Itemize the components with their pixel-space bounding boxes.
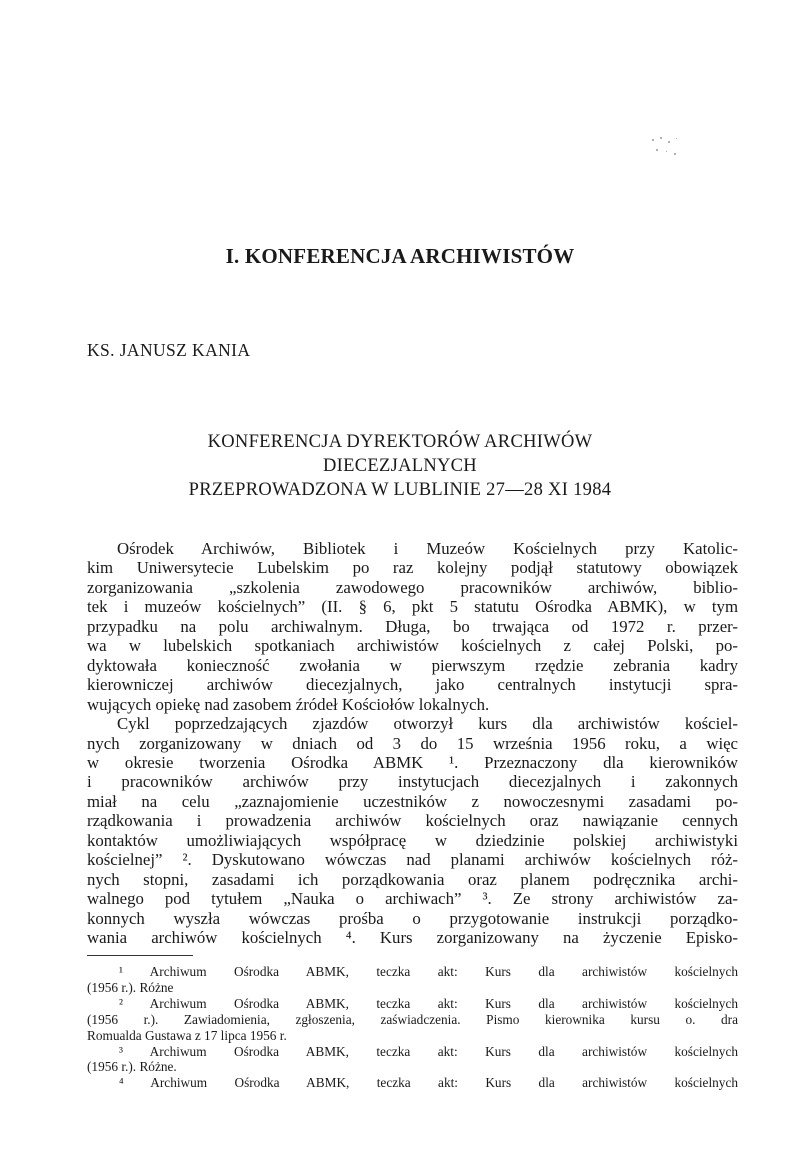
body-line: przypadku na polu archiwalnym. Długa, bo trwająca od 1972 r. przer- bbox=[87, 616, 738, 636]
body-line: nych stopni, zasadami ich porządkowania oraz planem podręcznika archi- bbox=[87, 869, 738, 889]
article-title-line: PRZEPROWADZONA W LUBLINIE 27—28 XI 1984 bbox=[188, 480, 612, 500]
footnote-line: Romualda Gustawa z 17 lipca 1956 r. bbox=[87, 1027, 287, 1043]
body-line: kościelnej” ². Dyskutowano wówczas nad planami archiwów kościelnych róż- bbox=[87, 850, 738, 870]
body-line: Ośrodek Archiwów, Bibliotek i Muzeów Kościelnych przy Katolic- bbox=[117, 539, 738, 558]
body-line: konnych wyszła wówczas prośba o przygotowanie instrukcji porządko- bbox=[87, 908, 738, 928]
body-line: zorganizowania „szkolenia zawodowego pracowników archiwów, biblio- bbox=[87, 577, 738, 597]
author-name: KS. JANUSZ KANIA bbox=[87, 340, 251, 360]
body-line: rządkowania i prowadzenia archiwów kościelnych oraz nawiązanie cennych bbox=[87, 811, 738, 831]
body-line: wa w lubelskich spotkaniach archiwistów kościelnych z całej Polski, po- bbox=[87, 636, 738, 656]
footnote-line: ³ Archiwum Ośrodka ABMK, teczka akt: Kurs dla archiwistów kościelnych bbox=[119, 1043, 738, 1059]
footnote-divider bbox=[87, 955, 193, 956]
footnotes bbox=[87, 964, 738, 1091]
body-line: miał na celu „zaznajomienie uczestników z nowoczesnymi zasadami po- bbox=[87, 791, 738, 811]
body-line: nych zorganizowany w dniach od 3 do 15 września 1956 roku, a więc bbox=[87, 733, 738, 753]
section-title: I. KONFERENCJA ARCHIWISTÓW bbox=[225, 244, 575, 268]
body-line: dyktowała konieczność zwołania w pierwszym rzędzie zebrania kadry bbox=[87, 655, 738, 675]
body-line: w okresie tworzenia Ośrodka ABMK ¹. Przeznaczony dla kierowników bbox=[87, 752, 738, 772]
body-line: walnego pod tytułem „Nauka o archiwach” ³. Ze strony archiwistów za- bbox=[87, 889, 738, 909]
article-title-line: DIECEZJALNYCH bbox=[323, 456, 477, 476]
footnote-line: (1956 r.). Zawiadomienia, zgłoszenia, zaświadczenia. Pismo kierownika kursu o. dra bbox=[87, 1011, 738, 1027]
footnote-line: ² Archiwum Ośrodka ABMK, teczka akt: Kurs dla archiwistów kościelnych bbox=[119, 995, 738, 1011]
article-title-line: KONFERENCJA DYREKTORÓW ARCHIWÓW bbox=[207, 432, 593, 452]
body-line: kim Uniwersytecie Lubelskim po raz kolejny podjął statutowy obowiązek bbox=[87, 558, 738, 578]
body-line: kontaktów umożliwiających współpracę w dziedzinie polskiej archiwistyki bbox=[87, 830, 738, 850]
footnote-line: ⁴ Archiwum Ośrodka ABMK, teczka akt: Kurs dla archiwistów kościelnych bbox=[119, 1075, 738, 1091]
body-line: tek i muzeów kościelnych” (II. § 6, pkt 5 statutu Ośrodka ABMK), w tym bbox=[87, 597, 738, 617]
footnote-line: (1956 r.). Różne. bbox=[87, 1059, 177, 1075]
footnote-line: ¹ Archiwum Ośrodka ABMK, teczka akt: Kurs dla archiwistów kościelnych bbox=[119, 964, 738, 979]
footnote-line: (1956 r.). Różne bbox=[87, 979, 174, 995]
body-text bbox=[87, 539, 738, 948]
body-line: wania archiwów kościelnych ⁴. Kurs zorganizowany na życzenie Episko- bbox=[87, 928, 738, 948]
body-line: Cykl poprzedzających zjazdów otworzył kurs dla archiwistów kościel- bbox=[117, 714, 738, 734]
body-line: wujących opiekę nad zasobem źródeł Kościołów lokalnych. bbox=[87, 694, 490, 714]
body-line: kierowniczej archiwów diecezjalnych, jako centralnych instytucji spra- bbox=[87, 675, 738, 695]
scan-speck-marks bbox=[648, 135, 688, 165]
article-title bbox=[0, 430, 800, 502]
body-line: i pracowników archiwów przy instytucjach diecezjalnych i zakonnych bbox=[87, 772, 738, 792]
